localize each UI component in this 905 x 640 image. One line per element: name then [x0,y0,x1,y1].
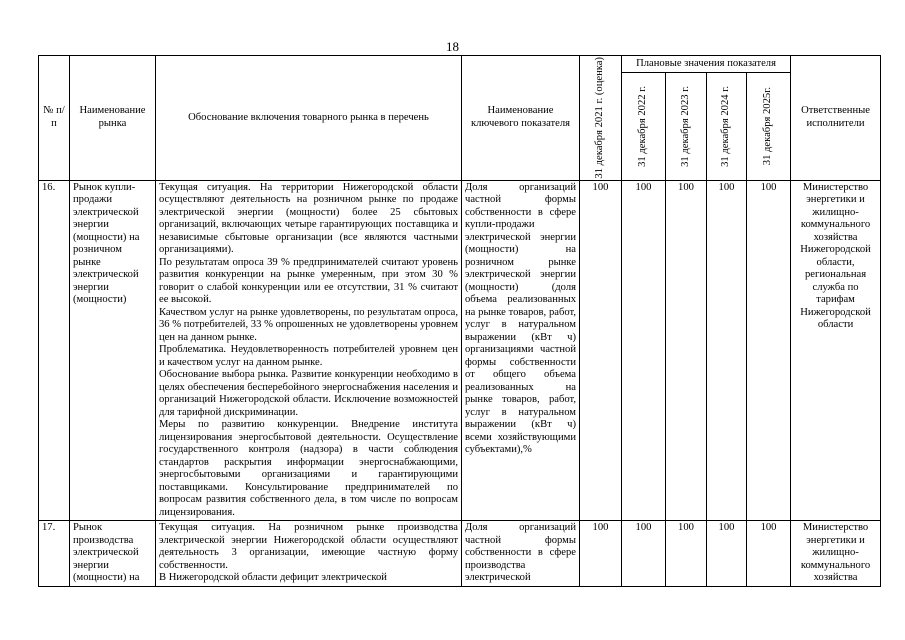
rationale-paragraph: Меры по развитию конкуренции. Внедрение института лицензирования энергосбытовой деятельности. Осуществление государственного контроля (надзора) в части соблюдения стандартов раскрытия информации энергоснабжающими, энергосбытовыми организациями и гарантирующими поставщиками. Консультирование предпринимателей по вопросам развития собственного дела, в том числе по вопросам лицензирования. [159,419,458,518]
value-2023: 100 [666,521,707,587]
table-row [39,521,881,587]
header-rationale: Обоснование включения товарного рынка в перечень [156,56,462,181]
indicator-name: Доля организаций частной формы собственности в сфере купли-продажи электрической энергии (мощности) на розничном рынке электрической энергии (мощности) (доля объема реализованных на рынке товаров, работ, услуг в натуральном выражении (кВт ч) организациями частной формы собственности от общего объема реализованных на рынке товаров, работ, услуг в натуральном выражении (кВт ч) всеми хозяйствующими субъектами),% [462,180,580,521]
header-planned-values: Плановые значения показателя [622,56,791,73]
value-2024: 100 [707,521,747,587]
rationale-paragraph: В Нижегородской области дефицит электрической [159,572,387,584]
rationale-paragraph: Обоснование выбора рынка. Развитие конкуренции необходимо в целях обеспечения бесперебойного энергоснабжения населения и организаций Нижегородской области. Исключение возможностей для тарифной дискриминации. [159,369,458,418]
value-2025: 100 [747,521,791,587]
executors: Министерство энергетики и жилищно-коммунального хозяйства Нижегородской области, региональная служба по тарифам Нижегородской области [791,180,881,521]
rationale-paragraph: Текущая ситуация. На территории Нижегородской области осуществляют деятельность на розничном рынке по продаже электрической энергии (мощности) более 25 сбытовых организаций, включающих четыре гарантирующих поставщика и независимые сбытовые организации (все являются частными организациями). [159,181,458,256]
market-name: Рынок купли-продажи электрической энергии (мощности) на розничном рынке электрической энергии (мощности) [70,180,156,521]
header-year-2023: 31 декабря 2023 г. [666,73,707,180]
header-year-2025: 31 декабря 2025г. [747,73,791,180]
rationale-cell [156,180,462,521]
value-2022: 100 [622,180,666,521]
executors: Министерство энергетики и жилищно-коммунального хозяйства [791,521,881,587]
page-number: 18 [446,39,459,54]
value-2021: 100 [580,180,622,521]
header-year-2022: 31 декабря 2022 г. [622,73,666,180]
rationale-paragraph: Качеством услуг на рынке удовлетворены, по результатам опроса, 36 % потребителей, 33 % опрошенных не удовлетворены уровнем цен на данном рынке. [159,306,458,343]
market-name: Рынок производства электрической энергии (мощности) на [70,521,156,587]
value-2021: 100 [580,521,622,587]
value-2024: 100 [707,180,747,521]
header-executors: Ответственные исполнители [791,56,881,181]
rationale-paragraph: По результатам опроса 39 % предпринимателей считают уровень развития конкуренции на рынке умеренным, при этом 30 % говорит о слабой конкуренции или ее отсутствии, 31 % считают ее высокой. [159,256,458,306]
row-number: 16. [39,180,70,521]
header-year-2021: 31 декабря 2021 г. (оценка) [580,56,622,181]
rationale-paragraph: Проблематика. Неудовлетворенность потребителей уровнем цен и качеством услуг на данном рынке. [159,344,458,368]
value-2023: 100 [666,180,707,521]
markets-table [38,55,881,587]
value-2025: 100 [747,180,791,521]
header-no: № п/п [39,56,70,181]
indicator-name: Доля организаций частной формы собственности в сфере производства электрической [462,521,580,587]
row-number: 17. [39,521,70,587]
header-indicator: Наименование ключевого показателя [462,56,580,181]
header-year-2024: 31 декабря 2024 г. [707,73,747,180]
table-row [39,180,881,521]
rationale-paragraph: Текущая ситуация. На розничном рынке производства электрической энергии Нижегородской области осуществляют деятельность 3 организации, имеющие частную форму собственности. [159,522,458,571]
rationale-cell [156,521,462,587]
value-2022: 100 [622,521,666,587]
header-market-name: Наименование рынка [70,56,156,181]
